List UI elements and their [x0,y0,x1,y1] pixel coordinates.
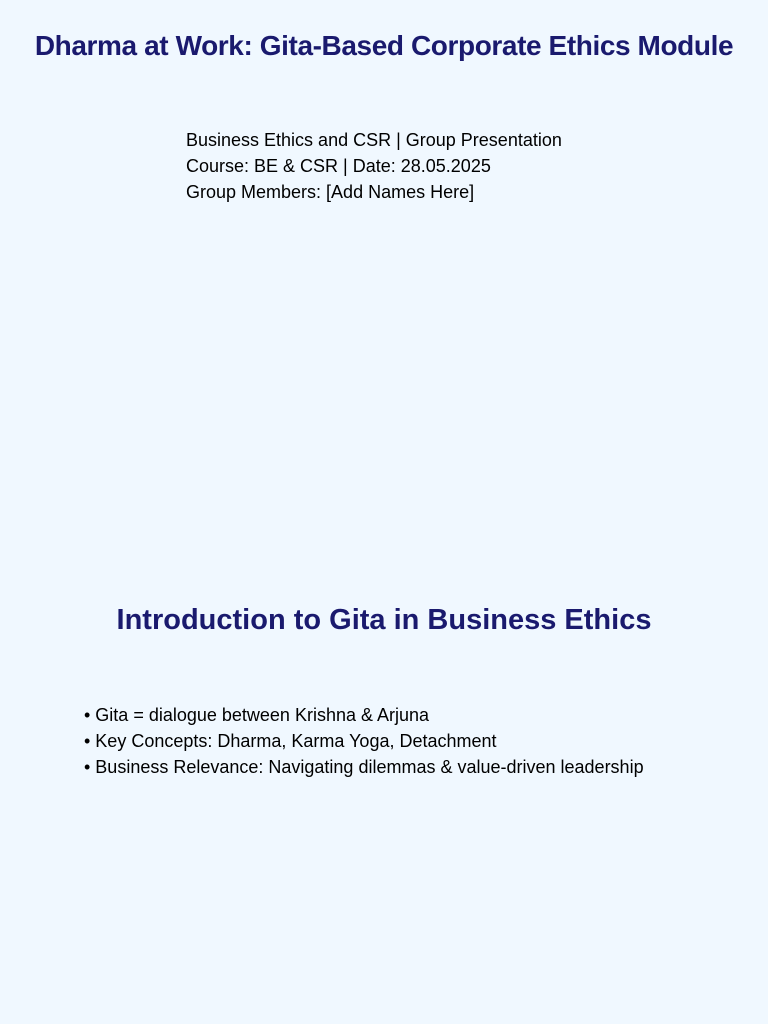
intro-slide [0,512,768,1024]
bullet-item: • Business Relevance: Navigating dilemmas & value-driven leadership [84,757,644,777]
bullet-item: • Key Concepts: Dharma, Karma Yoga, Detachment [84,731,497,751]
bullet-list [84,702,644,780]
course-date-line: Course: BE & CSR | Date: 28.05.2025 [186,156,491,176]
bullet-item: • Gita = dialogue between Krishna & Arjuna [84,705,430,725]
group-members-line: Group Members: [Add Names Here] [186,182,475,202]
course-subtitle: Business Ethics and CSR | Group Presentation [186,130,562,150]
slide-title: Introduction to Gita in Business Ethics [116,604,652,636]
presentation-title: Dharma at Work: Gita-Based Corporate Ethics Module [34,30,734,61]
subtitle-block [186,127,562,205]
